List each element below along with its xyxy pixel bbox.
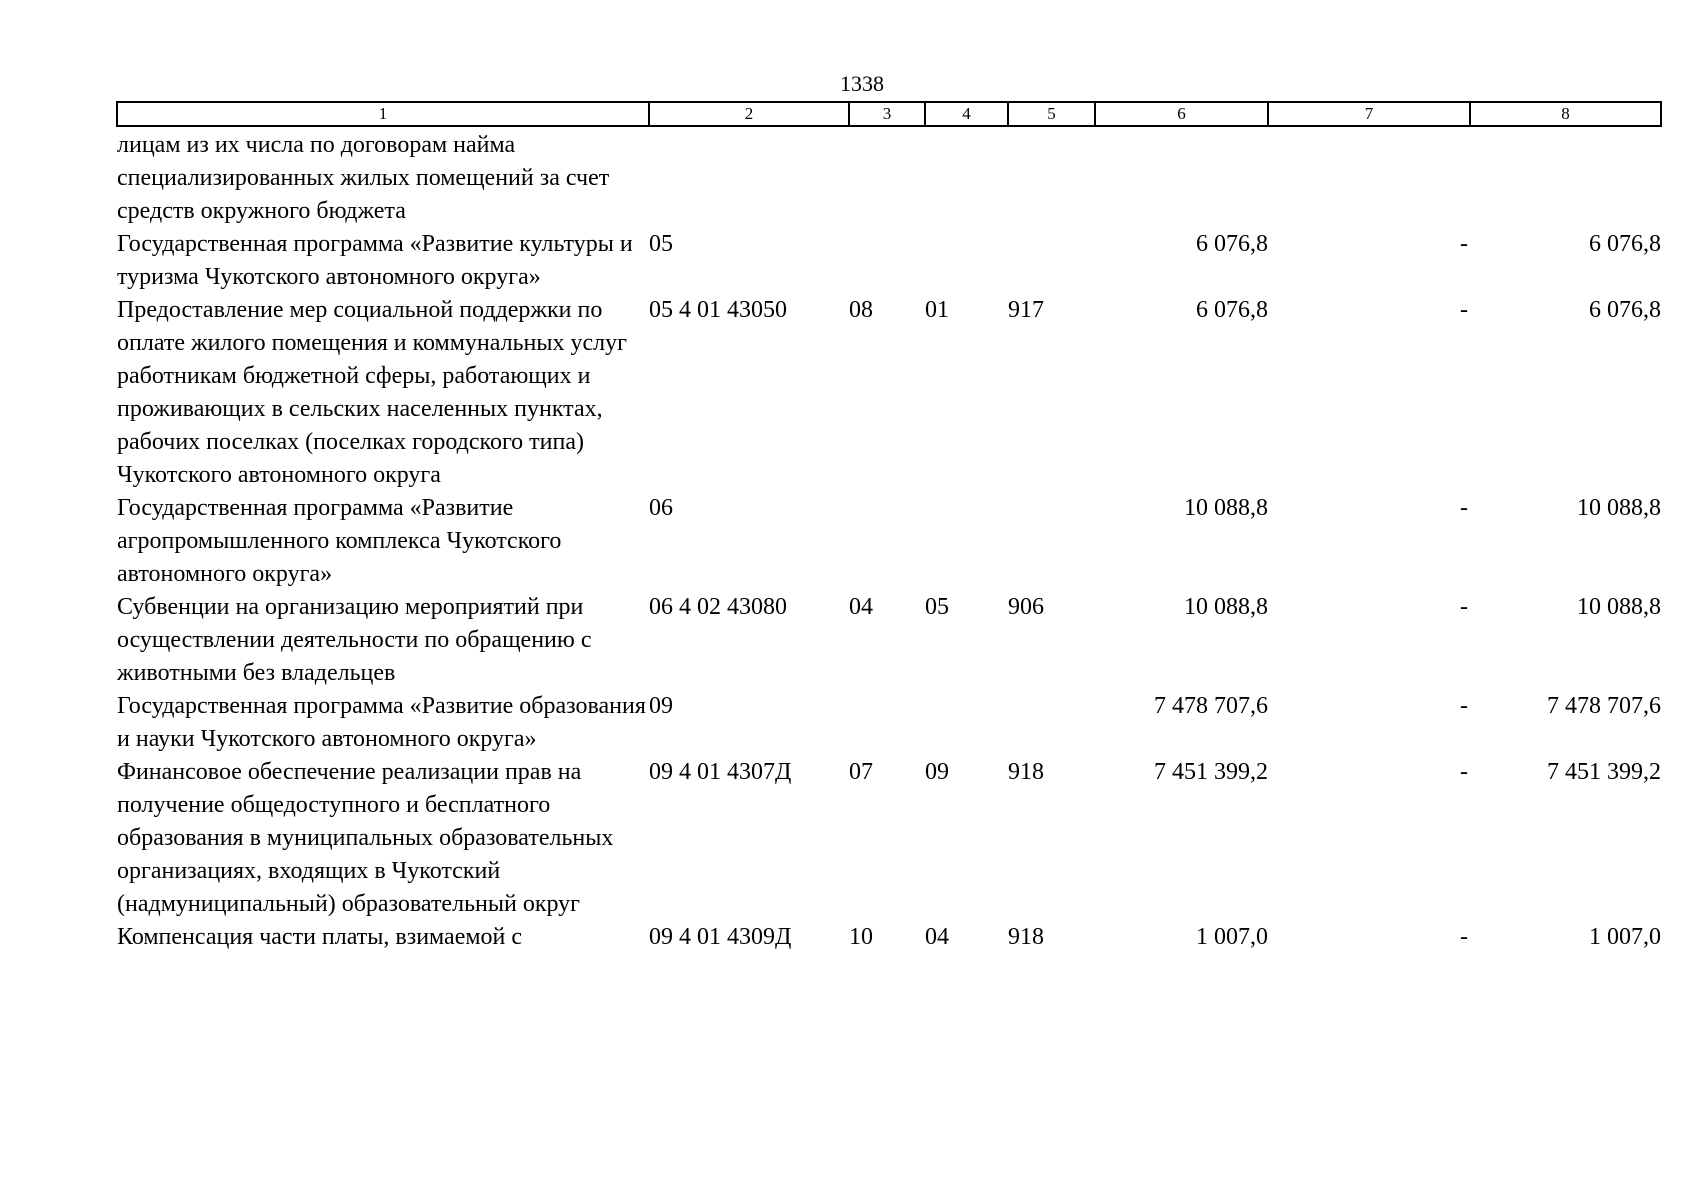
row-amount: 7 478 707,6 [1154,693,1268,719]
row-ministry [1008,126,1095,228]
budget-table [116,101,1662,954]
row-code [649,126,849,228]
table-row [117,690,1661,756]
row-name: Субвенции на организацию мероприятий при осуществлении деятельности по обращению с животными без владельцев [117,594,592,686]
row-total: 7 478 707,6 [1547,693,1661,719]
row-ministry: 918 [1008,924,1044,950]
row-code: 05 [649,231,673,257]
row-change: - [1460,297,1468,323]
row-total: 7 451 399,2 [1547,759,1661,785]
row-section [849,228,925,294]
row-amount [1095,126,1268,228]
column-header-2: 2 [649,102,849,126]
column-header-1: 1 [117,102,649,126]
table-row [117,591,1661,690]
row-change: - [1460,495,1468,521]
row-total: 1 007,0 [1589,924,1661,950]
row-subsection [925,228,1008,294]
row-total: 6 076,8 [1589,231,1661,257]
table-row [117,294,1661,492]
row-section: 04 [849,594,873,620]
column-header-7: 7 [1268,102,1470,126]
row-section [849,126,925,228]
row-change: - [1460,594,1468,620]
row-name: Компенсация части платы, взимаемой с [117,924,523,950]
row-ministry [1008,492,1095,591]
column-header-6: 6 [1095,102,1268,126]
table-row [117,228,1661,294]
row-total: 10 088,8 [1577,495,1661,521]
row-code: 09 4 01 4307Д [649,759,792,785]
row-section: 07 [849,759,873,785]
row-section: 08 [849,297,873,323]
row-section [849,492,925,591]
table-row [117,921,1661,954]
row-subsection [925,690,1008,756]
row-subsection: 01 [925,297,949,323]
table-row [117,492,1661,591]
row-ministry: 918 [1008,759,1044,785]
row-amount: 1 007,0 [1196,924,1268,950]
page-number: 1338 [840,71,884,96]
row-amount: 6 076,8 [1196,231,1268,257]
row-ministry: 917 [1008,297,1044,323]
row-section [849,690,925,756]
row-subsection [925,126,1008,228]
row-amount: 10 088,8 [1184,594,1268,620]
row-code: 06 [649,495,673,521]
row-name: Государственная программа «Развитие культуры и туризма Чукотского автономного округа» [117,231,633,290]
column-header-4: 4 [925,102,1008,126]
table-row [117,126,1661,228]
column-header-5: 5 [1008,102,1095,126]
row-code: 06 4 02 43080 [649,594,787,620]
row-ministry: 906 [1008,594,1044,620]
row-amount: 7 451 399,2 [1154,759,1268,785]
row-change: - [1460,231,1468,257]
row-name: Финансовое обеспечение реализации прав на получение общедоступного и бесплатного образования в муниципальных образовательных организациях, входящих в Чукотский (надмуниципальный) образовательный округ [117,759,614,917]
row-change: - [1460,759,1468,785]
column-header-8: 8 [1470,102,1661,126]
row-total [1470,126,1661,228]
row-subsection [925,492,1008,591]
row-total: 10 088,8 [1577,594,1661,620]
row-ministry [1008,690,1095,756]
row-change: - [1460,693,1468,719]
row-name: Государственная программа «Развитие агропромышленного комплекса Чукотского автономного округа» [117,495,562,587]
row-code: 09 4 01 4309Д [649,924,792,950]
row-name: Предоставление мер социальной поддержки по оплате жилого помещения и коммунальных услуг работникам бюджетной сферы, работающих и проживающих в сельских населенных пунктах, рабочих поселках (поселках городского типа) Чукотского автономного округа [117,297,627,488]
row-change: - [1460,924,1468,950]
row-change [1268,126,1470,228]
row-name: лицам из их числа по договорам найма специализированных жилых помещений за счет средств окружного бюджета [117,132,610,224]
table-row [117,756,1661,921]
row-ministry [1008,228,1095,294]
row-total: 6 076,8 [1589,297,1661,323]
row-amount: 6 076,8 [1196,297,1268,323]
row-code: 09 [649,693,673,719]
row-name: Государственная программа «Развитие образования и науки Чукотского автономного округа» [117,693,646,752]
row-amount: 10 088,8 [1184,495,1268,521]
row-section: 10 [849,924,873,950]
row-subsection: 09 [925,759,949,785]
column-header-3: 3 [849,102,925,126]
row-subsection: 05 [925,594,949,620]
row-subsection: 04 [925,924,949,950]
column-number-header [117,102,1661,126]
row-code: 05 4 01 43050 [649,297,787,323]
